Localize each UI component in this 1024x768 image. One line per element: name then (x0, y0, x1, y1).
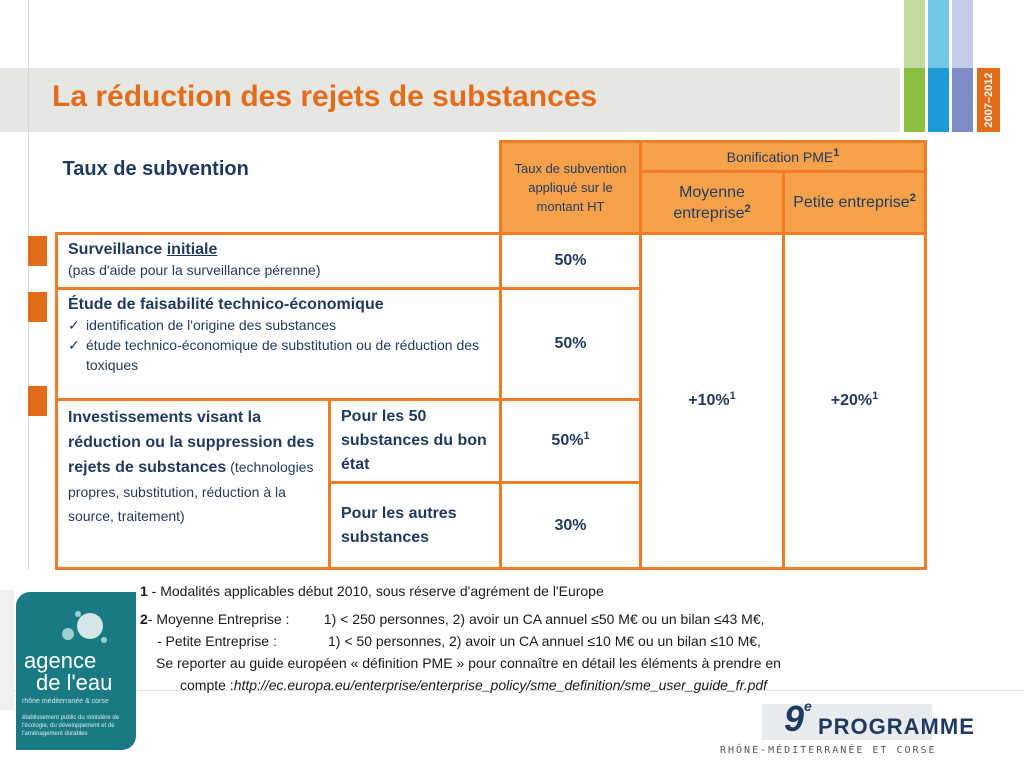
check-icon: ✓ (68, 317, 80, 333)
footnote-2: 2- Moyenne Entreprise : 1) < 250 personnes, 2) avoir un CA annuel ≤50 M€ ou un bilan ≤43 M€, - Petite Entreprise : 1) < 50 personnes, 2) avoir un CA annuel ≤10 M€ ou un bilan ≤10 M€, Se reporter au guide européen « définition PME » pour connaître en détail les éléments à prendre en compte :http://ec.europa.eu/enterprise/enterprise_policy/sme_definition/sme_user_guide_fr.pdf (140, 611, 781, 693)
corner-label-cell (57, 142, 501, 234)
row-marker-2 (28, 292, 47, 322)
header-moyenne: Moyenne entreprise$^2$ (641, 172, 784, 234)
header-bonification: Bonification PME$^1$ (641, 142, 926, 172)
water-drop-icon (56, 604, 112, 648)
row-autres-substances: Pour les autres substances (330, 483, 501, 569)
bonus-moyenne: +10%$^1$ (641, 234, 784, 569)
guide-link[interactable]: http://ec.europa.eu/enterprise/enterprise_policy/sme_definition/sme_user_guide_fr.pdf (233, 677, 768, 693)
header-petite: Petite entreprise$^2$ (784, 172, 926, 234)
programme-region: RHÔNE-MÉDITERRANÉE ET CORSE (720, 745, 937, 756)
subsidy-table (55, 140, 927, 570)
color-strip-green (904, 0, 925, 68)
color-strip-lime (904, 68, 925, 132)
rate-50-substances: 50%$^1$ (501, 400, 641, 483)
color-strip-blue (928, 68, 949, 132)
check-icon: ✓ (68, 337, 80, 353)
color-strip-cyan (928, 0, 949, 68)
logo-text-agence: agence (24, 648, 97, 673)
color-strip-lavender (952, 0, 973, 68)
logo-text-region: rhône méditerranée & corse (22, 698, 109, 705)
year-badge: 2007–2012 (977, 68, 1000, 132)
row-marker-3 (28, 386, 47, 416)
programme-word: PROGRAMME (818, 714, 975, 739)
agence-logo (16, 592, 136, 750)
left-guide-line (28, 0, 29, 570)
bonus-petite: +20%$^1$ (784, 234, 926, 569)
list-item: ✓ identification de l'origine des substances (68, 317, 337, 333)
row-surveillance: Surveillance initiale (pas d'aide pour la surveillance pérenne) (57, 234, 501, 289)
list-item: ✓ étude technico-économique de substitution ou de réduction des toxiques (68, 337, 480, 373)
page-title: La réduction des rejets de substances (52, 80, 598, 113)
header-taux: Taux de subvention appliqué sur le montant HT (501, 142, 641, 234)
rate-autres-substances: 30% (501, 483, 641, 569)
rate-surveillance: 50% (501, 234, 641, 289)
logo-text-ministry: établissement public du ministère de l'écologie, du développement et de l'aménagement durables (22, 715, 120, 737)
row-marker-1 (28, 236, 47, 266)
programme-number: 9e (784, 698, 812, 739)
row-etude: Étude de faisabilité technico-économique ✓ identification de l'origine des substances ✓ étude technico-économique de substitution ou de réduction des toxiques (57, 289, 501, 400)
footnotes (140, 580, 781, 696)
row-investissements: Investissements visant la réduction ou la suppression des rejets de substances (technologies propres, substitution, réduction à la source, traitement) (57, 400, 330, 569)
row-50-substances: Pour les 50 substances du bon état (330, 400, 501, 483)
footnote-1: 1 - Modalités applicables début 2010, sous réserve d'agrément de l'Europe (140, 583, 604, 599)
rate-etude: 50% (501, 289, 641, 400)
logo-text-eau: de l'eau (36, 670, 113, 695)
logo-background (0, 590, 14, 710)
corner-label: Taux de subvention (62, 157, 249, 180)
color-strip-purple (952, 68, 973, 132)
